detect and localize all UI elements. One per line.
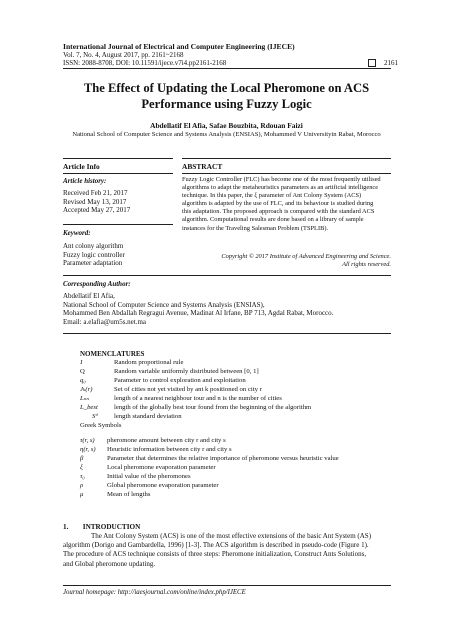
copyright-line-2: All rights reserved. [342, 261, 391, 269]
corresponding-bottom-rule [63, 333, 391, 334]
corresponding-school: National School of Computer Science and Systems Analysis (ENSIAS), [63, 300, 265, 309]
introduction-heading: 1. INTRODUCTION [63, 523, 141, 531]
greek-desc: Heuristic information between city r and city s [107, 446, 232, 453]
nomenclature-desc: Random proportional rule [114, 359, 184, 366]
keyword-list [63, 242, 125, 268]
corresponding-heading: Corresponding Author: [63, 280, 131, 288]
nomenclature-desc: length of a nearest neighbour tour and n is the number of cities [114, 395, 282, 402]
keyword-heading: Keyword: [63, 229, 91, 237]
journal-name: International Journal of Electrical and Computer Engineering (IJECE) [63, 42, 295, 51]
nomenclature-symbol: Q [80, 368, 85, 375]
abstract-line: technique. In this paper, the ξ parameter of Ant Colony System (ACS) [182, 192, 362, 200]
greek-desc: Global pheromone evaporation parameter [107, 482, 219, 489]
abstract-top-rule [182, 158, 391, 159]
introduction-line: and Global pheromone updating. [63, 559, 156, 568]
corresponding-email: Email: a.elafia@um5s.net.ma [63, 317, 147, 326]
corresponding-address: Mohammed Ben Abdallah Regragui Avenue, Madinat Al Irfane, BP 713, Agdal Rabat, Morocco. [63, 309, 334, 318]
greek-symbol: ρ [80, 482, 84, 489]
greek-desc: Local pheromone evaporation parameter [107, 464, 216, 471]
corresponding-top-rule [63, 275, 391, 276]
greek-desc: Mean of lengths [107, 491, 151, 498]
nomenclature-heading: NOMENCLATURES [80, 350, 145, 358]
title-line-2: Performance using Fuzzy Logic [141, 97, 312, 111]
greek-symbol: τ(r, s) [80, 437, 95, 444]
history-list [63, 189, 130, 215]
history-accepted: Accepted May 27, 2017 [63, 206, 131, 215]
introduction-line: The procedure of ACS technique consists of three steps: Pheromone initialization, Construct Ants Solutions, [63, 550, 367, 559]
greek-desc: Parameter that determines the relative importance of pheromone versus heuristic value [107, 455, 339, 462]
corresponding-name: Abdellatif El Afia, [63, 292, 115, 300]
history-heading: Article history: [63, 177, 107, 185]
nomenclature-desc: length of the globally best tour found from the beginning of the algorithm [114, 404, 312, 411]
abstract-line: Fuzzy Logic Controller (FLC) has become one of the most frequently utilised [182, 176, 381, 183]
authors: Abdellatif El Afia, Safae Bouzbita, Rdouan Faizi [150, 121, 303, 130]
abstract-line: algorithm is adapted by the use of FLC, and its behaviour is studied during [182, 200, 374, 208]
copyright [182, 253, 391, 269]
history-revised: Revised May 13, 2017 [63, 197, 127, 206]
nomenclature-symbol: Lₙₙ [80, 395, 90, 402]
article-info-heading: Article Info [63, 162, 100, 171]
nomenclature-desc: Set of cities not yet visited by ant k positioned on city r [114, 386, 262, 393]
nomenclature-symbol: Jₖ(r) [80, 386, 93, 393]
journal-homepage: Journal homepage: http://iaesjournal.com/online/index.php/IJECE [63, 589, 246, 596]
abstract-rule [182, 173, 391, 174]
header-rule [63, 68, 391, 69]
abstract-line: algorithm. Computational results are done based on a library of sample [182, 216, 364, 224]
nomenclature-symbol: q₀ [80, 377, 86, 384]
nomenclature-symbol: L_best [80, 404, 98, 411]
greek-desc: pheromone amount between city r and city s [107, 437, 226, 444]
abstract-heading: ABSTRACT [182, 162, 223, 171]
greek-symbol: β [80, 455, 84, 462]
nomenclature-symbol: J [80, 359, 83, 366]
greek-symbol: η(r, s) [80, 446, 96, 453]
abstract-line: algorithms to adapt the metaheuristics parameters as an artificial intelligence [182, 184, 379, 192]
nomenclature-desc: length standard deviation [114, 413, 182, 420]
keyword-item: Fuzzy logic controller [63, 250, 125, 259]
paper-title [63, 80, 390, 112]
affiliation: National School of Computer Science and Systems Analysis (ENSIAS), Mohammed V Universityin Rabat, Morocco [72, 131, 381, 138]
introduction-line: The Ant Colony System (ACS) is one of the most effective extensions of the basic Ant System (AS) [91, 532, 372, 540]
abstract-text [182, 176, 391, 233]
introduction-line: algorithm (Dorigo and Gambardella, 1996) [1-3]. The ACS algorithm is described in pseudo-code (Figure 1). [63, 541, 369, 550]
article-info-top-rule [63, 158, 173, 159]
page-number: 2161 [384, 59, 398, 67]
greek-symbol: ξ [80, 464, 83, 471]
keyword-item: Parameter adaptation [63, 259, 123, 268]
copyright-line-1: Copyright © 2017 Institute of Advanced Engineering and Science. [221, 253, 391, 260]
title-line-1: The Effect of Updating the Local Pheromone on ACS [83, 81, 370, 95]
article-info-rule [63, 173, 173, 174]
nomenclature-desc: Random variable uniformly distributed between [0, 1] [114, 368, 259, 375]
keyword-item: Ant colony algorithm [63, 242, 124, 250]
corresponding-details [63, 292, 333, 326]
page-box-icon [368, 59, 376, 67]
journal-volume: Vol. 7, No. 4, August 2017, pp. 2161~2168 [63, 51, 184, 59]
nomenclature-desc: Parameter to control exploration and exploitation [114, 377, 246, 384]
greek-heading: Greek Symbols [80, 422, 122, 429]
greek-symbol: μ [80, 491, 84, 498]
keyword-rule [63, 224, 173, 225]
journal-issn: ISSN: 2088-8708, DOI: 10.11591/ijece.v7i4.pp2161-2168 [63, 59, 227, 67]
history-received: Received Feb 21, 2017 [63, 189, 128, 197]
nomenclature-symbol: Sᵈ [92, 413, 98, 420]
greek-symbol: τ₀ [80, 473, 85, 480]
footer-rule [63, 585, 391, 586]
abstract-line: this adaptation. The proposed approach is compared with the standard ACS [182, 208, 375, 216]
greek-desc: Initial value of the pheromones [107, 473, 191, 480]
introduction-text [63, 532, 391, 569]
abstract-line: instances for the Traveling Salesman Problem (TSPLIB). [182, 224, 329, 232]
